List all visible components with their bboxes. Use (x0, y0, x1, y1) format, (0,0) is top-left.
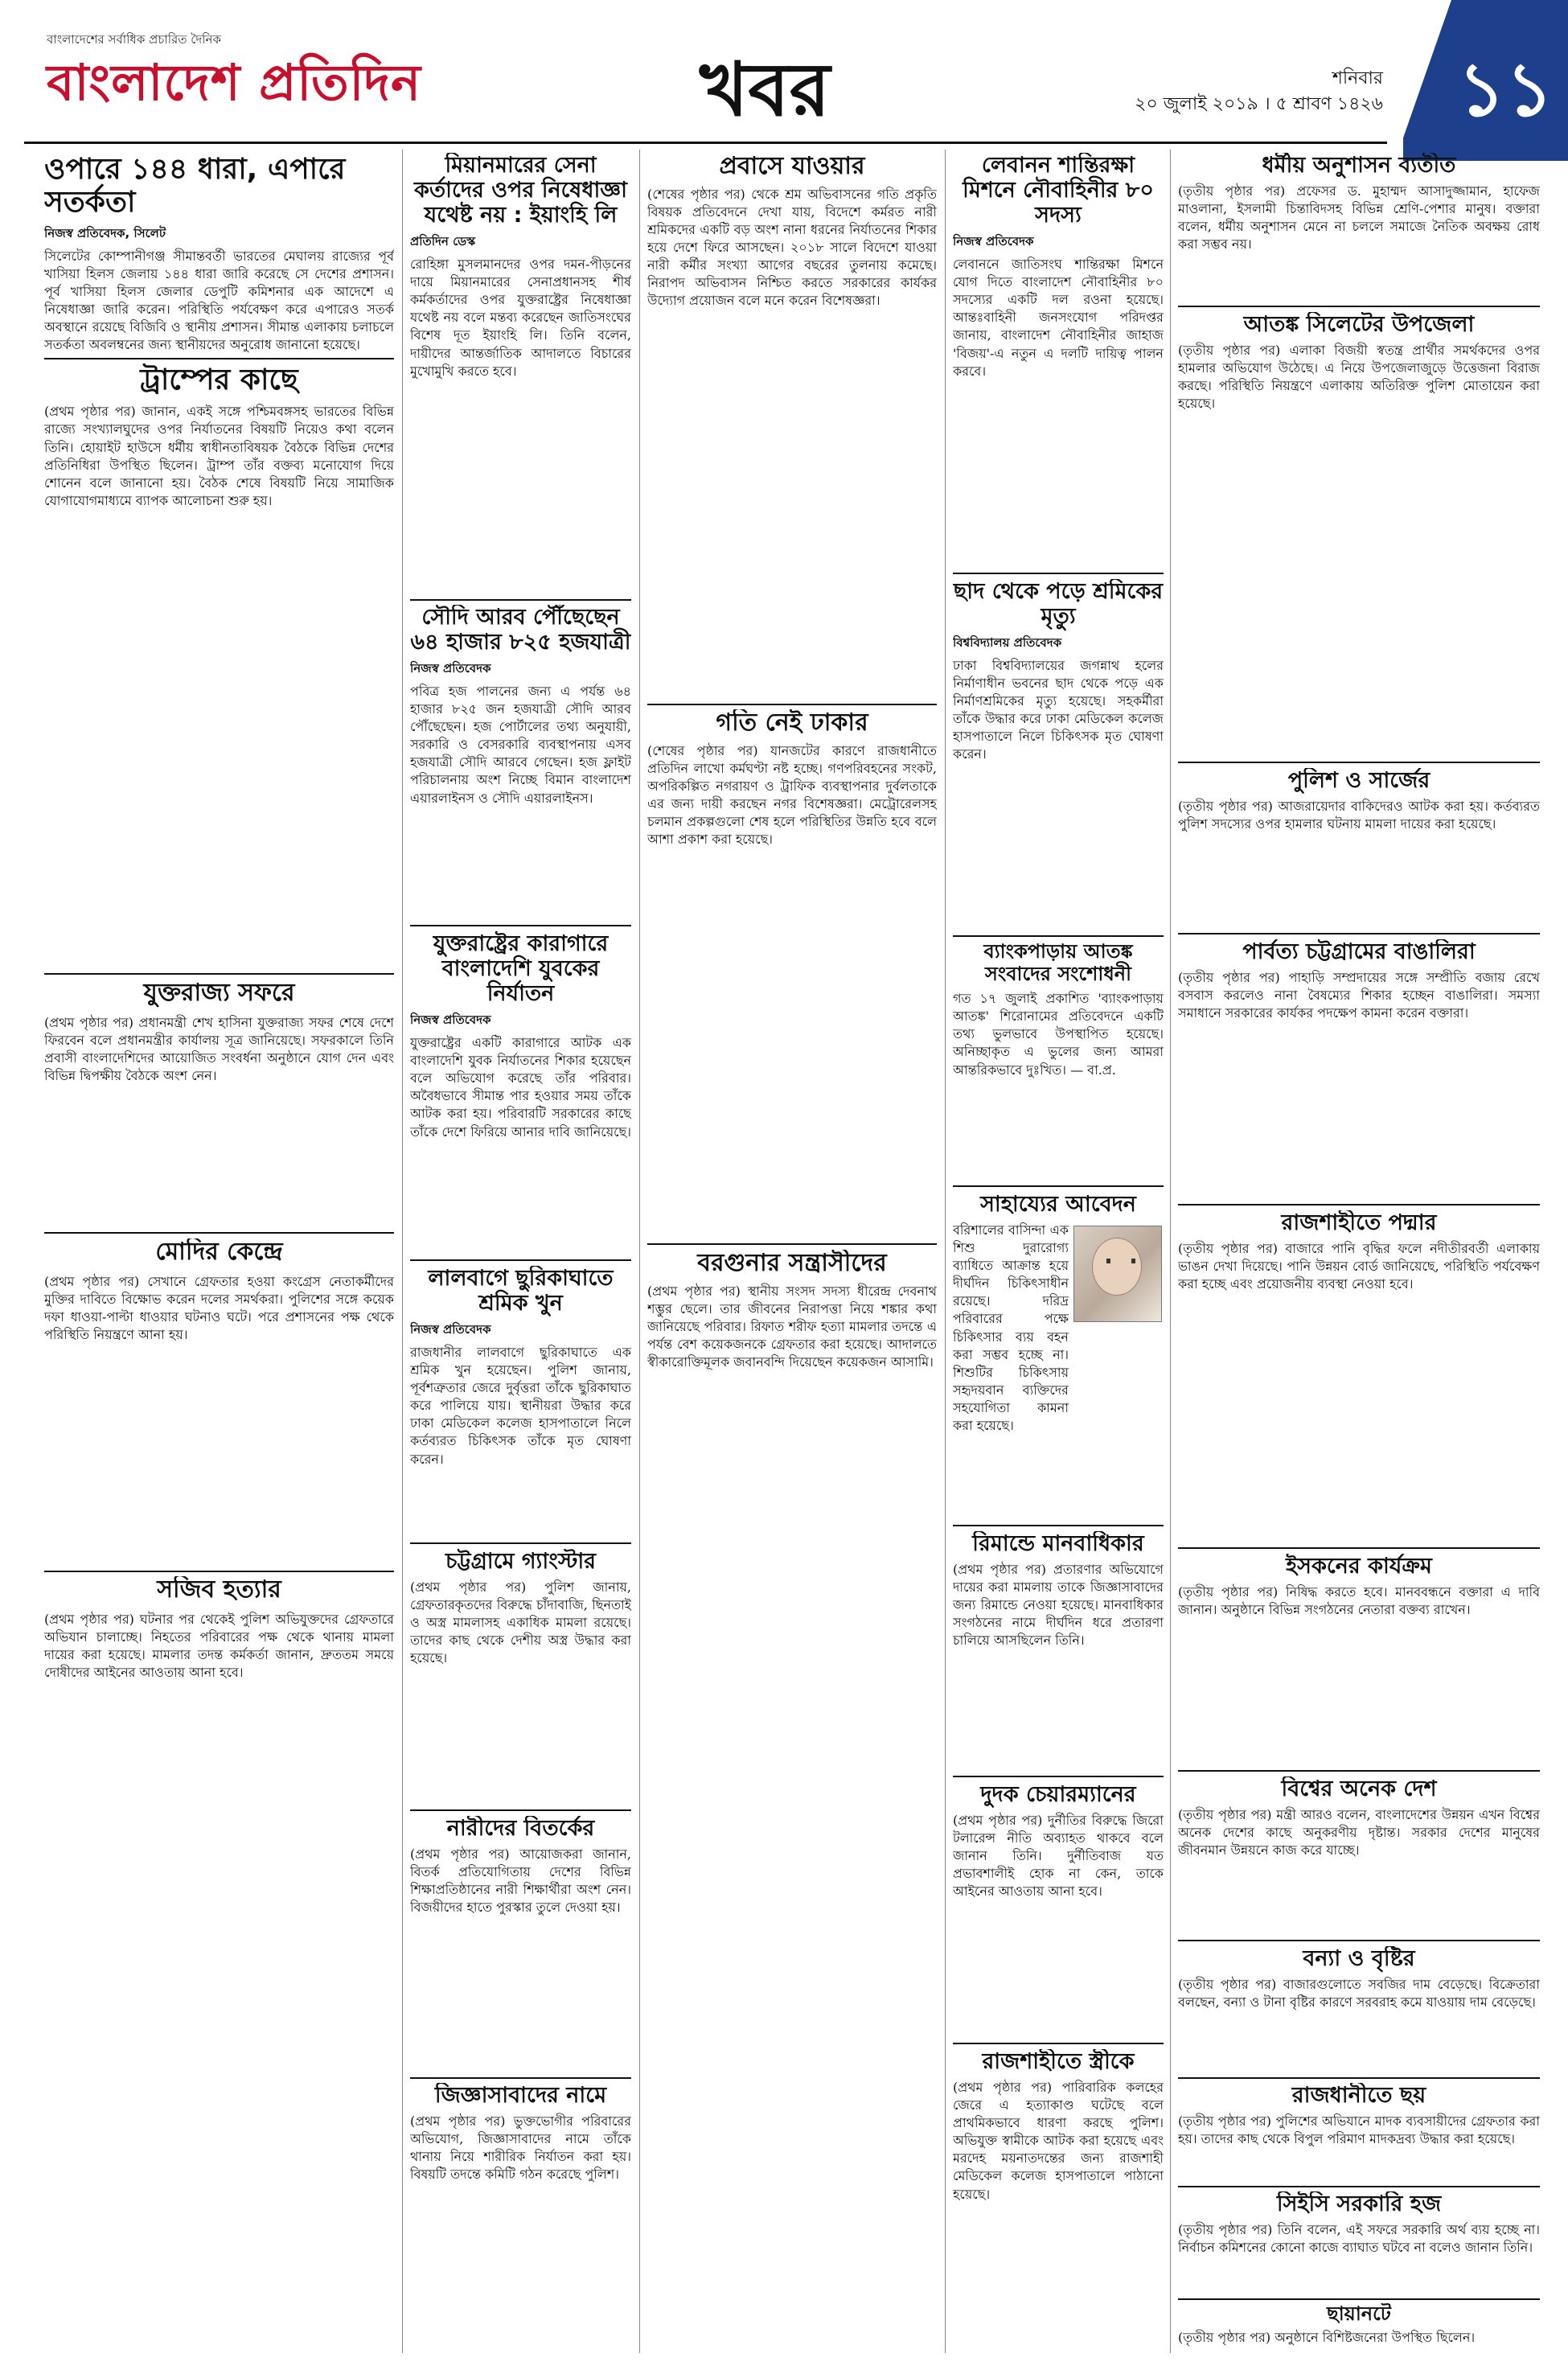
article-d5[interactable] (953, 1531, 1164, 1772)
article-body: (প্রথম পৃষ্ঠার পর) প্রধানমন্ত্রী শেখ হাসিনা যুক্তরাজ্য সফর শেষে দেশে ফিরবেন বলে প্রধানমন্ত্রীর কার্যালয় সূত্র জানিয়েছে। সফরকালে তিনি প্রবাসী বাংলাদেশিদের আয়োজিত সংবর্ধনা অনুষ্ঠানে যোগ দেন এবং বিভিন্ন দ্বিপক্ষীয় বৈঠকে অংশ নেন। (44, 1014, 394, 1083)
article-body: (তৃতীয় পৃষ্ঠার পর) পাহাড়ি সম্প্রদায়ের সঙ্গে সম্প্রীতি বজায় রেখে বসবাস করলেও নানা বৈষম্যের শিকার হচ্ছেন বাঙালিরা। সমস্যা সমাধানে সরকারের কার্যকর পদক্ষেপ কামনা করেন বক্তারা। (1178, 970, 1540, 1021)
article-headline: সিইসি সরকারি হজ (1276, 2191, 1442, 2216)
article-headline: বন্যা ও বৃষ্টির (1303, 1946, 1415, 1971)
article-headline: যুক্তরাজ্য সফরে (143, 980, 295, 1007)
article-headline: পুলিশ ও সার্জের (1287, 768, 1430, 793)
article-body: (প্রথম পৃষ্ঠার পর) দুর্নীতির বিরুদ্ধে জিরো টলারেন্স নীতি অব্যাহত থাকবে বলে জানান তিনি। দুর্নীতিবাজ যত প্রভাবশালীই হোক না কেন, তাকে আইনের আওতায় আনা হবে। (953, 1813, 1164, 1900)
article-headline: ওপারে ১৪৪ ধারা, এপারে সতর্কতা (44, 153, 346, 220)
article-body: (তৃতীয় পৃষ্ঠার পর) মন্ত্রী আরও বলেন, বাংলাদেশের উন্নয়ন এখন বিশ্বের অনেক দেশের কাছে অনুকরণীয় দৃষ্টান্ত। সরকার দেশের মানুষের জীবনমান উন্নয়নে কাজ করে যাচ্ছে। (1178, 1807, 1540, 1859)
article-body: (তৃতীয় পৃষ্ঠার পর) বাজারগুলোতে সবজির দাম বেড়েছে। বিক্রেতারা বলছেন, বন্যা ও টানা বৃষ্টির কারণে সরবরাহ কমে যাওয়ায় দাম বেড়েছে। (1178, 1977, 1540, 2011)
masthead (0, 0, 1568, 153)
article-byline: নিজস্ব প্রতিবেদক (953, 234, 1034, 249)
article-e8[interactable] (1178, 1946, 1540, 2075)
article-d7[interactable] (953, 2049, 1164, 2348)
article-a3[interactable] (44, 980, 394, 1229)
page-number-badge (1395, 0, 1568, 161)
article-e3[interactable] (1178, 768, 1540, 929)
article-d1[interactable] (953, 153, 1164, 571)
article-b7[interactable] (410, 2083, 631, 2348)
article-separator (44, 973, 394, 975)
article-byline: নিজস্ব প্রতিবেদক (410, 661, 491, 676)
article-separator (1178, 933, 1540, 934)
article-a5[interactable] (44, 1576, 394, 2348)
article-body: (তৃতীয় পৃষ্ঠার পর) প্রফেসর ড. মুহাম্মদ আসাদুজ্জামান, হাফেজ মাওলানা, ইসলামী চিন্তাবিদসহ বিভিন্ন শ্রেণি-পেশার মানুষ। বক্তারা বলেন, ধর্মীয় অনুশাসন মেনে না চললে সমাজে নৈতিক অবক্ষয় রোধ করা সম্ভব নয়। (1178, 183, 1540, 253)
article-body: (তৃতীয় পৃষ্ঠার পর) বাজারে পানি বৃদ্ধির ফলে নদীতীরবর্তী এলাকায় ভাঙন দেখা দিয়েছে। পানি উন্নয়ন বোর্ড জানিয়েছে, পরিস্থিতি পর্যবেক্ষণ করা হচ্ছে এবং প্রয়োজনীয় ব্যবস্থা নেওয়া হবে। (1178, 1241, 1540, 1292)
article-e2[interactable] (1178, 312, 1540, 758)
article-c2[interactable] (647, 709, 937, 1240)
article-byline: নিজস্ব প্রতিবেদক (410, 1322, 491, 1337)
article-b4[interactable] (410, 1266, 631, 1539)
article-a1[interactable] (44, 153, 394, 354)
article-headline: পার্বত্য চট্টগ্রামের বাঙালিরা (1242, 939, 1476, 964)
article-d3[interactable] (953, 941, 1164, 1182)
article-headline: নারীদের বিতর্কের (446, 1816, 595, 1841)
article-body: পবিত্র হজ পালনের জন্য এ পর্যন্ত ৬৪ হাজার ৮২৫ জন হজযাত্রী সৌদি আরব পৌঁছেছেন। হজ পোর্টালের তথ্য অনুযায়ী, সরকারি ও বেসরকারি ব্যবস্থাপনায় এসব হজযাত্রী সৌদি আরবে গেছেন। হজ ফ্লাইট পরিচালনায় অংশ নিচ্ছে বিমান বাংলাদেশ এয়ারলাইনস ও সৌদি এয়ারলাইনস। (410, 684, 631, 806)
article-headline: যুক্তরাষ্ট্রের কারাগারে বাংলাদেশি যুবকের নির্যাতন (433, 931, 609, 1007)
article-body: (তৃতীয় পৃষ্ঠার পর) তিনি বলেন, এই সফরে সরকারি অর্থ ব্যয় হচ্ছে না। নির্বাচন কমিশনের কোনো কাজে ব্যাঘাত ঘটবে না বলেও জানান তিনি। (1178, 2222, 1540, 2256)
article-byline: প্রতিদিন ডেস্ক (410, 234, 476, 249)
column-divider (1170, 150, 1171, 2353)
article-d4[interactable] (953, 1192, 1164, 1522)
article-e9[interactable] (1178, 2083, 1540, 2183)
article-headline: আতঙ্ক সিলেটের উপজেলা (1243, 312, 1475, 337)
article-headline: দুদক চেয়ারম্যানের (980, 1782, 1136, 1807)
article-body: (প্রথম পৃষ্ঠার পর) জানান, একই সঙ্গে পশ্চিমবঙ্গসহ ভারতের বিভিন্ন রাজ্যে সংখ্যালঘুদের ওপর নির্যাতনের বিষয়টি নিয়েও কথা বলেন তিনি। হোয়াইট হাউসে ধর্মীয় স্বাধীনতাবিষয়ক বৈঠকে বিভিন্ন দেশের প্রতিনিধিরা উপস্থিত ছিলেন। ট্রাম্প তাঁর বক্তব্য মনোযোগ দিয়ে শোনেন বলে জানানো হয়। বৈঠক শেষে বিষয়টি নিয়ে সামাজিক যোগাযোগমাধ্যমে ব্যাপক আলোচনা শুরু হয়। (44, 404, 394, 508)
article-separator (44, 358, 394, 359)
article-body: (শেষের পৃষ্ঠার পর) যানজটের কারণে রাজধানীতে প্রতিদিন লাখো কর্মঘণ্টা নষ্ট হচ্ছে। গণপরিবহনের সংকট, অপরিকল্পিত নগরায়ণ ও ট্রাফিক ব্যবস্থাপনার দুর্বলতাকে এর জন্য দায়ী করছেন নগর বিশেষজ্ঞরা। মেট্রোরেলসহ চলমান প্রকল্পগুলো শেষ হলে পরিস্থিতির উন্নতি হবে বলে আশা প্রকাশ করা হয়েছে। (647, 742, 937, 847)
article-e5[interactable] (1178, 1210, 1540, 1544)
article-headline: রাজশাহীতে স্ত্রীকে (982, 2049, 1135, 2074)
article-body: (তৃতীয় পৃষ্ঠার পর) অনুষ্ঠানে বিশিষ্টজনেরা উপস্থিত ছিলেন। (1178, 2329, 1476, 2345)
article-separator (1178, 1770, 1540, 1772)
article-headline: মিয়ানমারের সেনা কর্তাদের ওপর নিষেধাজ্ঞা যথেষ্ট নয় : ইয়াংহি লি (414, 153, 627, 228)
article-separator (953, 1525, 1164, 1526)
article-separator (953, 573, 1164, 574)
article-headline: ইসকনের কার্যক্রম (1286, 1554, 1432, 1579)
article-headline: ছায়ানটে (1327, 2303, 1391, 2325)
child-face (1092, 1238, 1142, 1296)
article-headline: প্রবাসে যাওয়ার (719, 153, 865, 180)
article-headline: সাহায্যের আবেদন (980, 1192, 1136, 1217)
date-day: শনিবার (1332, 68, 1383, 88)
article-separator (410, 925, 631, 926)
article-body: সিলেটের কোম্পানীগঞ্জ সীমান্তবর্তী ভারতের মেঘালয় রাজ্যের পূর্ব খাসিয়া হিলস জেলায় ১৪৪ ধারা জারি করেছে সে দেশের প্রশাসন। পূর্ব খাসিয়া হিলস জেলার ডেপুটি কমিশনার এক আদেশে এ নিষেধাজ্ঞা জারি করেন। পরিস্থিতি পর্যবেক্ষণ করে এপারেও সতর্ক অবস্থানে রয়েছে বিজিবি ও স্থানীয় প্রশাসন। সীমান্ত এলাকায় চলাচলে সতর্কতা অবলম্বনের জন্য স্থানীয়দের অনুরোধ জানানো হয়েছে। (44, 248, 394, 353)
article-body: (প্রথম পৃষ্ঠার পর) স্থানীয় সংসদ সদস্য ধীরেন্দ্র দেবনাথ শম্ভুর ছেলে। তার জীবনের নিরাপত্তা নিয়ে শঙ্কার কথা জানিয়েছে পরিবার। রিফাত শরীফ হত্যা মামলার তদন্তে এ পর্যন্ত বেশ কয়েকজনকে গ্রেফতার করা হয়েছে। আদালতে স্বীকারোক্তিমূলক জবানবন্দি দিয়েছেন কয়েকজন আসামি। (647, 1283, 937, 1370)
article-headline: সজিব হত্যার (157, 1576, 281, 1604)
article-separator (1178, 1547, 1540, 1549)
article-headline: ছাদ থেকে পড়ে শ্রমিকের মৃত্যু (953, 579, 1164, 630)
page-number: ১১ (1457, 47, 1554, 133)
article-c1[interactable] (647, 153, 937, 700)
article-separator (44, 1571, 394, 1572)
article-b6[interactable] (410, 1816, 631, 2073)
article-b1[interactable] (410, 153, 631, 595)
article-headline: ধর্মীয় অনুশাসন ব্যতীত (1262, 153, 1456, 178)
article-e11[interactable] (1178, 2303, 1540, 2351)
article-e7[interactable] (1178, 1776, 1540, 1937)
article-body: (প্রথম পৃষ্ঠার পর) প্রতারণার অভিযোগে দায়ের করা মামলায় তাকে জিজ্ঞাসাবাদের জন্য রিমান্ডে নেওয়া হয়েছে। মানবাধিকার সংগঠনের নামে দীর্ঘদিন ধরে প্রতারণা চালিয়ে আসছিলেন তিনি। (953, 1562, 1164, 1649)
article-a4[interactable] (44, 1238, 394, 1568)
article-separator (953, 935, 1164, 937)
date-full: ২০ জুলাই ২০১৯ । ৫ শ্রাবণ ১৪২৬ (1135, 94, 1383, 114)
article-separator (1178, 1940, 1540, 1941)
article-separator (410, 1809, 631, 1811)
article-headline: মোদির কেন্দ্রে (155, 1238, 283, 1266)
article-headline: রিমান্ডে মানবাধিকার (972, 1531, 1144, 1556)
article-separator (410, 1542, 631, 1544)
article-separator (953, 2043, 1164, 2044)
article-separator (44, 1232, 394, 1234)
article-headline: ব্যাংকপাড়ায় আতঙ্ক সংবাদের সংশোধনী (983, 941, 1133, 985)
article-headline: রাজশাহীতে পদ্মার (1281, 1210, 1437, 1235)
article-headline: ট্রাম্পের কাছে (140, 363, 298, 396)
article-b3[interactable] (410, 931, 631, 1257)
article-headline: গতি নেই ঢাকার (716, 709, 868, 737)
article-headline: লেবানন শান্তিরক্ষা মিশনে নৌবাহিনীর ৮০ সদস্য (963, 153, 1154, 228)
article-body: ঢাকা বিশ্ববিদ্যালয়ের জগন্নাথ হলের নির্মাণাধীন ভবনের ছাদ থেকে পড়ে এক নির্মাণশ্রমিকের মৃত্যু হয়েছে। সহকর্মীরা তাঁকে উদ্ধার করে ঢাকা মেডিকেল কলেজ হাসপাতালে নিলে চিকিৎসক মৃত ঘোষণা করেন। (953, 658, 1164, 762)
column-divider (945, 150, 946, 2353)
article-e6[interactable] (1178, 1554, 1540, 1767)
article-separator (1178, 306, 1540, 307)
article-headline: চট্টগ্রামে গ্যাংস্টার (445, 1549, 597, 1574)
article-body: গত ১৭ জুলাই প্রকাশিত 'ব্যাংকপাড়ায় আতঙ্ক' শিরোনামের প্রতিবেদনে একটি তথ্য ভুলভাবে উপস্থাপিত হয়েছে। অনিচ্ছাকৃত এ ভুলের জন্য আমরা আন্তরিকভাবে দুঃখিত। — বা.প্র. (953, 991, 1164, 1078)
article-d2[interactable] (953, 579, 1164, 933)
article-c3[interactable] (647, 1250, 937, 2348)
article-headline: লালবাগে ছুরিকাঘাতে শ্রমিক খুন (428, 1266, 614, 1316)
article-body: (প্রথম পৃষ্ঠার পর) পুলিশ জানায়, গ্রেফতারকৃতদের বিরুদ্ধে চাঁদাবাজি, ছিনতাই ও অস্ত্র মামলাসহ একাধিক মামলা রয়েছে। তাদের কাছ থেকে দেশীয় অস্ত্র উদ্ধার করা হয়েছে। (410, 1579, 631, 1666)
article-body: (শেষের পৃষ্ঠার পর) থেকে শ্রম অভিবাসনের গতি প্রকৃতি বিষয়ক প্রতিবেদনে দেখা যায়, বিদেশে কর্মরত নারী শ্রমিকদের একটি বড় অংশ নানা ধরনের নির্যাতনের শিকার হয়ে দেশে ফিরে আসছেন। ২০১৮ সালে বিদেশে যাওয়া নারী কর্মীর সংখ্যা আগের বছরের তুলনায় কমেছে। নিরাপদ অভিবাসন নিশ্চিত করতে সরকারের কার্যকর উদ্যোগ প্রয়োজন বলে মনে করেন বিশেষজ্ঞরা। (647, 186, 937, 308)
article-e10[interactable] (1178, 2191, 1540, 2296)
article-separator (410, 1259, 631, 1261)
child-photo (1073, 1226, 1162, 1322)
article-b2[interactable] (410, 605, 631, 922)
article-body: (তৃতীয় পৃষ্ঠার পর) নিষিদ্ধ করতে হবে। মানববন্ধনে বক্তারা এ দাবি জানান। অনুষ্ঠানে বিভিন্ন সংগঠনের নেতারা বক্তব্য রাখেন। (1178, 1584, 1540, 1618)
article-body: (তৃতীয় পৃষ্ঠার পর) পুলিশের অভিযানে মাদক ব্যবসায়ীদের গ্রেফতার করা হয়। তাদের কাছ থেকে বিপুল পরিমাণ মাদকদ্রব্য উদ্ধার করা হয়েছে। (1178, 2113, 1540, 2147)
article-body: রাজধানীর লালবাগে ছুরিকাঘাতে এক শ্রমিক খুন হয়েছেন। পুলিশ জানায়, পূর্বশত্রুতার জেরে দুর্বৃত্তরা তাঁকে ছুরিকাঘাত করে পালিয়ে যায়। স্থানীয়রা উদ্ধার করে ঢাকা মেডিকেল কলেজ হাসপাতালে নিলে কর্তব্যরত চিকিৎসক তাঁকে মৃত ঘোষণা করেন। (410, 1345, 631, 1467)
article-separator (1178, 2298, 1540, 2300)
article-body: (তৃতীয় পৃষ্ঠার পর) আজরায়েদার বাকিদেরও আটক করা হয়। কর্তব্যরত পুলিশ সদস্যের ওপর হামলার ঘটনায় মামলা দায়ের করা হয়েছে। (1178, 799, 1540, 832)
article-headline: সৌদি আরব পৌঁছেছেন ৬৪ হাজার ৮২৫ হজযাত্রী (410, 605, 631, 655)
article-separator (1178, 2186, 1540, 2187)
article-separator (1178, 1204, 1540, 1205)
masthead-rule (24, 142, 1387, 144)
article-separator (410, 599, 631, 601)
article-headline: রাজধানীতে ছয় (1291, 2083, 1426, 2108)
article-body: (তৃতীয় পৃষ্ঠার পর) এলাকা বিজয়ী স্বতন্ত্র প্রার্থীর সমর্থকদের ওপর হামলার অভিযোগ উঠেছে। এ নিয়ে উপজেলাজুড়ে উত্তেজনা বিরাজ করছে। পরিস্থিতি নিয়ন্ত্রণে এলাকায় অতিরিক্ত পুলিশ মোতায়েন করা হয়েছে। (1178, 343, 1540, 412)
article-body: (প্রথম পৃষ্ঠার পর) সেখানে গ্রেফতার হওয়া কংগ্রেস নেতাকর্মীদের মুক্তির দাবিতে বিক্ষোভ করেন দলের সমর্থকরা। পুলিশের সঙ্গে কয়েক দফা ধাওয়া-পাল্টা ধাওয়ার ঘটনাও ঘটে। পরে প্রশাসনের পক্ষ থেকে পরিস্থিতি নিয়ন্ত্রণে আনা হয়। (44, 1273, 394, 1342)
article-headline: জিজ্ঞাসাবাদের নামে (434, 2083, 607, 2108)
article-e4[interactable] (1178, 939, 1540, 1201)
column-divider (402, 150, 403, 2353)
article-headline: বিশ্বের অনেক দেশ (1281, 1776, 1437, 1801)
article-body: রোহিঙ্গা মুসলমানদের ওপর দমন-পীড়নের দায়ে মিয়ানমারের সেনাপ্রধানসহ শীর্ষ কর্মকর্তাদের ওপর যুক্তরাষ্ট্রের নিষেধাজ্ঞা যথেষ্ট নয় বলে মন্তব্য করেছেন জাতিসংঘের বিশেষ দূত ইয়াংহি লি। তিনি বলেন, দায়ীদের আন্তর্জাতিক আদালতে বিচারের মুখোমুখি করতে হবে। (410, 257, 631, 379)
article-body: (প্রথম পৃষ্ঠার পর) ঘটনার পর থেকেই পুলিশ অভিযুক্তদের গ্রেফতারে অভিযান চালাচ্ছে। নিহতের পরিবারের পক্ষ থেকে থানায় মামলা দায়ের করা হয়েছে। মামলার তদন্ত কর্মকর্তা জানান, দ্রুততম সময়ে দোষীদের আইনের আওতায় আনা হবে। (44, 1611, 394, 1680)
article-body: (প্রথম পৃষ্ঠার পর) আয়োজকরা জানান, বিতর্ক প্রতিযোগিতায় দেশের বিভিন্ন শিক্ষাপ্রতিষ্ঠানের নারী শিক্ষার্থীরা অংশ নেন। বিজয়ীদের হাতে পুরস্কার তুলে দেওয়া হয়। (410, 1846, 631, 1916)
column-divider (639, 150, 640, 2353)
article-headline: বরগুনার সন্ত্রাসীদের (697, 1250, 887, 1277)
article-e1[interactable] (1178, 153, 1540, 302)
logo-tagline: বাংলাদেশের সর্বাধিক প্রচারিত দৈনিক (47, 32, 221, 47)
article-b5[interactable] (410, 1549, 631, 1806)
article-separator (1178, 762, 1540, 763)
article-separator (953, 1776, 1164, 1777)
article-body: লেবাননে জাতিসংঘ শান্তিরক্ষা মিশনে যোগ দিতে বাংলাদেশ নৌবাহিনীর ৮০ সদস্যের একটি দল রওনা হয়েছে। আন্তঃবাহিনী জনসংযোগ পরিদপ্তর জানায়, বাংলাদেশ নৌবাহিনীর জাহাজ 'বিজয়'-এ নতুন এ দলটি দায়িত্ব পালন করবে। (953, 257, 1164, 379)
newspaper-logo[interactable]: বাংলাদেশ প্রতিদিন (47, 53, 421, 112)
article-byline: নিজস্ব প্রতিবেদক, সিলেট (44, 225, 166, 240)
article-d6[interactable] (953, 1782, 1164, 2039)
article-byline: বিশ্ববিদ্যালয় প্রতিবেদক (953, 635, 1062, 651)
article-body: (প্রথম পৃষ্ঠার পর) পারিবারিক কলহের জেরে এ হত্যাকাণ্ড ঘটেছে বলে প্রাথমিকভাবে ধারণা করছে পুলিশ। অভিযুক্ত স্বামীকে আটক করা হয়েছে এবং মরদেহ ময়নাতদন্তের জন্য রাজশাহী মেডিকেল কলেজ হাসপাতালে পাঠানো হয়েছে। (953, 2080, 1164, 2202)
article-separator (953, 1185, 1164, 1187)
article-separator (1178, 2077, 1540, 2079)
section-title: খবর (700, 47, 831, 133)
article-a2[interactable] (44, 363, 394, 971)
child-eyes (1106, 1259, 1135, 1263)
article-body: যুক্তরাষ্ট্রের একটি কারাগারে আটক এক বাংলাদেশি যুবক নির্যাতনের শিকার হয়েছেন বলে অভিযোগ করেছে তাঁর পরিবার। অবৈধভাবে সীমান্ত পার হওয়ার সময় তাঁকে আটক করা হয়। পরিবারটি সরকারের কাছে তাঁকে দেশে ফিরিয়ে আনার দাবি জানিয়েছে। (410, 1035, 631, 1140)
article-body: বরিশালের বাসিন্দা এক শিশু দুরারোগ্য ব্যাধিতে আক্রান্ত হয়ে দীর্ঘদিন চিকিৎসাধীন রয়েছে। দরিদ্র পরিবারের পক্ষে চিকিৎসার ব্যয় বহন করা সম্ভব হচ্ছে না। শিশুটির চিকিৎসায় সহৃদয়বান ব্যক্তিদের সহযোগিতা কামনা করা হয়েছে। (953, 1222, 1069, 1433)
article-separator (647, 1243, 937, 1245)
article-separator (647, 704, 937, 705)
article-separator (410, 2077, 631, 2079)
article-body: (প্রথম পৃষ্ঠার পর) ভুক্তভোগীর পরিবারের অভিযোগ, জিজ্ঞাসাবাদের নামে তাঁকে থানায় নিয়ে শারীরিক নির্যাতন করা হয়। বিষয়টি তদন্তে কমিটি গঠন করেছে পুলিশ। (410, 2113, 631, 2183)
article-byline: নিজস্ব প্রতিবেদক (410, 1012, 491, 1028)
